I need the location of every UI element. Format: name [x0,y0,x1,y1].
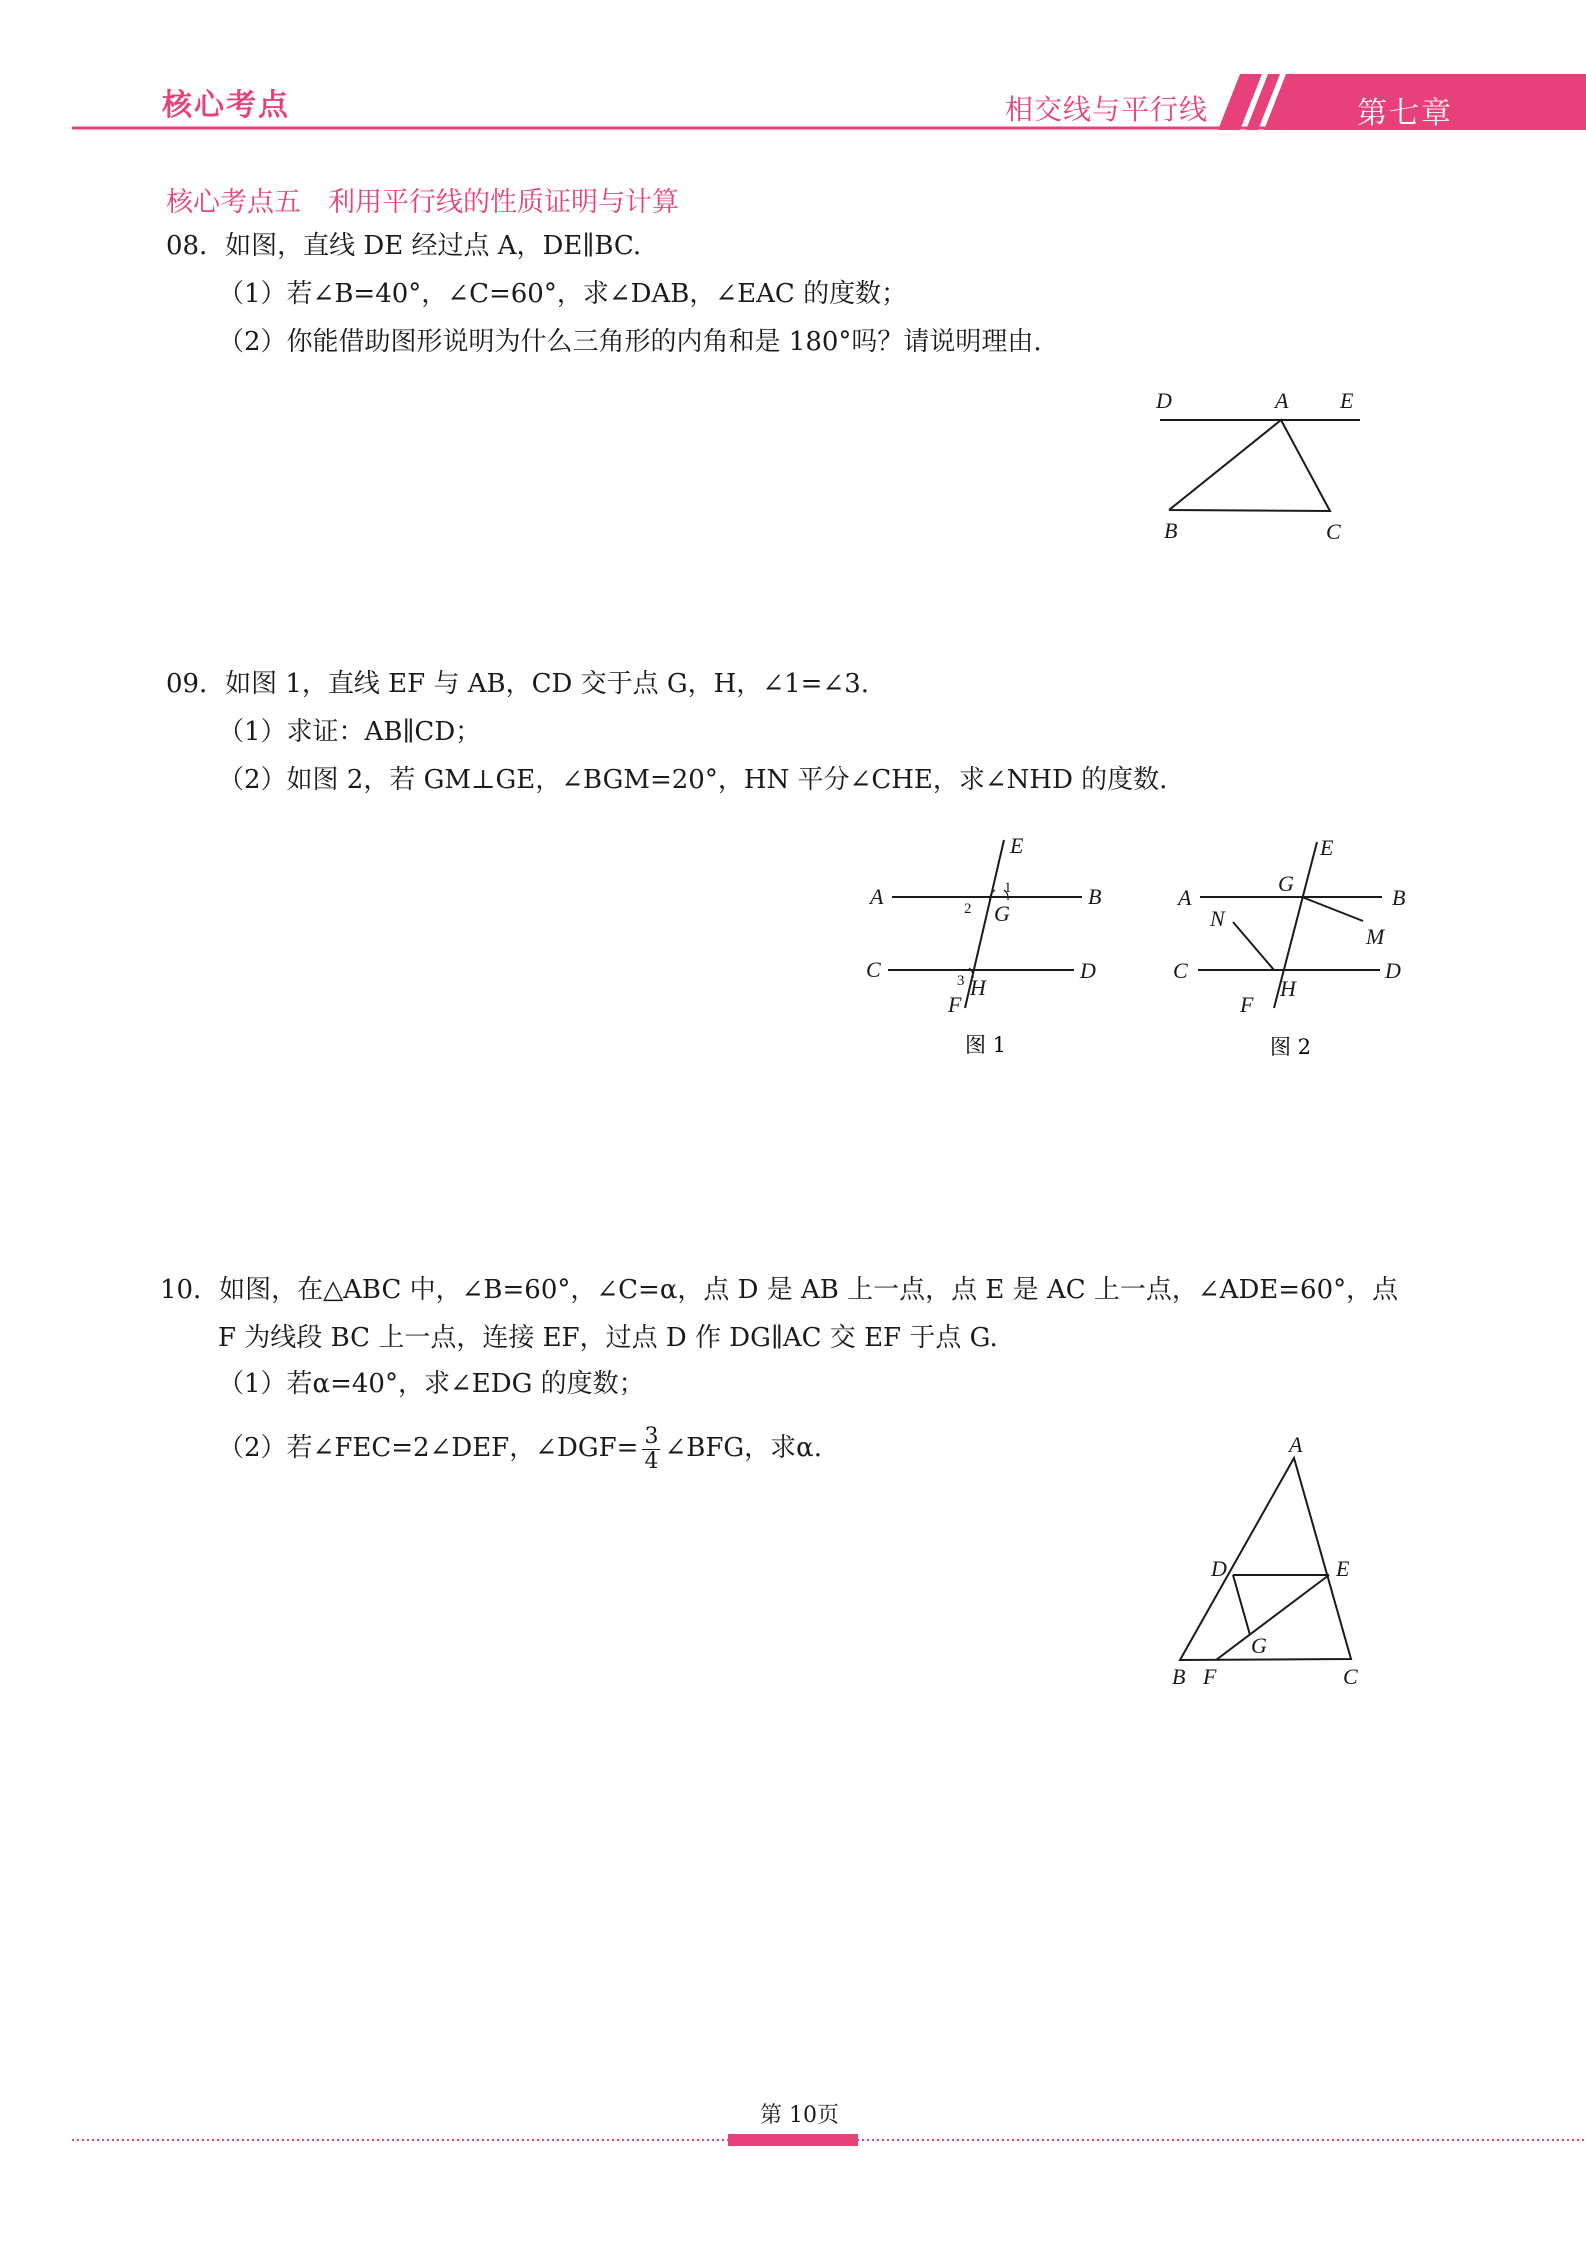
section-title: 核心考点五 利用平行线的性质证明与计算 [166,187,679,218]
q9f1-label-2: 2 [964,901,972,917]
q10-label-c: C [1343,1664,1358,1689]
q9f1-label-c: C [866,957,881,982]
q9f2-label-g: G [1278,871,1294,896]
q9-figure-1 [860,830,1120,1060]
q10-part2-text-b: ∠BFG，求α. [664,1433,822,1463]
triangle-abc [1169,420,1330,511]
q9f2-label-h: H [1280,976,1296,1001]
q10-figure [1160,1430,1390,1700]
q9f1-label-b: B [1088,884,1102,909]
header-core-points: 核心考点 [162,88,290,123]
q9f1-label-e: E [1010,833,1024,858]
q9f2-label-c: C [1173,958,1188,983]
q9f2-label-d: D [1385,958,1401,983]
q9f1-label-g: G [994,901,1010,926]
q9-stem: 09．如图 1，直线 EF 与 AB，CD 交于点 G，H，∠1=∠3. [166,669,870,699]
header-decoration [0,0,1586,140]
footer-divider [0,2130,1586,2150]
q10-label-a: A [1289,1432,1303,1457]
q9-fig1-caption: 图 1 [965,1033,1007,1057]
q10-stem-line1: 10．如图，在△ABC 中，∠B=60°，∠C=α，点 D 是 AB 上一点，点 E 是 AC 上一点，∠ADE=60°，点 [160,1275,1399,1305]
q10-label-e: E [1336,1556,1350,1581]
q10-label-f: F [1203,1664,1217,1689]
q9f1-label-f: F [948,992,962,1017]
q9f2-label-e: E [1320,835,1334,860]
fraction-numerator: 3 [644,1423,659,1449]
q8-part1: （1）若∠B=40°，∠C=60°，求∠DAB，∠EAC 的度数； [218,279,908,309]
q9f1-label-a: A [870,884,884,909]
q10-part2-text-a: （2）若∠FEC=2∠DEF，∠DGF= [218,1433,639,1463]
q10-label-b: B [1172,1664,1186,1689]
q9-part1: （1）求证：AB∥CD； [218,717,482,747]
q10-part2 [218,1420,822,1476]
fraction-three-quarters [642,1425,660,1474]
q10-part1: （1）若α=40°，求∠EDG 的度数； [218,1369,645,1399]
q9f2-label-a: A [1178,885,1192,910]
q9-figure-2 [1160,830,1430,1060]
header-chapter: 第七章 [1357,96,1453,131]
q9f2-label-f: F [1240,992,1254,1017]
q9-fig2-caption: 图 2 [1270,1035,1312,1059]
q9-part2: （2）如图 2，若 GM⊥GE，∠BGM=20°，HN 平分∠CHE，求∠NHD 的度数. [218,765,1168,795]
q8-label-b: B [1164,518,1178,543]
q8-label-e: E [1340,388,1354,413]
q10-label-g: G [1251,1633,1267,1658]
q9f2-label-n: N [1210,906,1225,931]
q8-label-d: D [1156,388,1172,413]
q8-stem: 08．如图，直线 DE 经过点 A，DE∥BC. [166,231,642,261]
q8-label-c: C [1326,519,1341,544]
header-topic: 相交线与平行线 [1005,93,1209,126]
page-number: 第 10页 [760,2103,839,2128]
q8-figure [1140,380,1380,550]
q10-label-d: D [1211,1556,1227,1581]
q9f1-label-3: 3 [957,973,965,989]
q9f1-label-h: H [970,975,986,1000]
q9f2-label-m: M [1366,924,1385,949]
q10-stem-line2: F 为线段 BC 上一点，连接 EF，过点 D 作 DG∥AC 交 EF 于点 G. [218,1323,998,1353]
q8-label-a: A [1275,388,1289,413]
fraction-denominator: 4 [644,1448,659,1474]
q9f2-label-b: B [1392,885,1406,910]
q9f1-label-d: D [1080,958,1096,983]
q9f1-label-1: 1 [1004,880,1012,896]
q8-part2: （2）你能借助图形说明为什么三角形的内角和是 180°吗？请说明理由. [218,327,1042,357]
